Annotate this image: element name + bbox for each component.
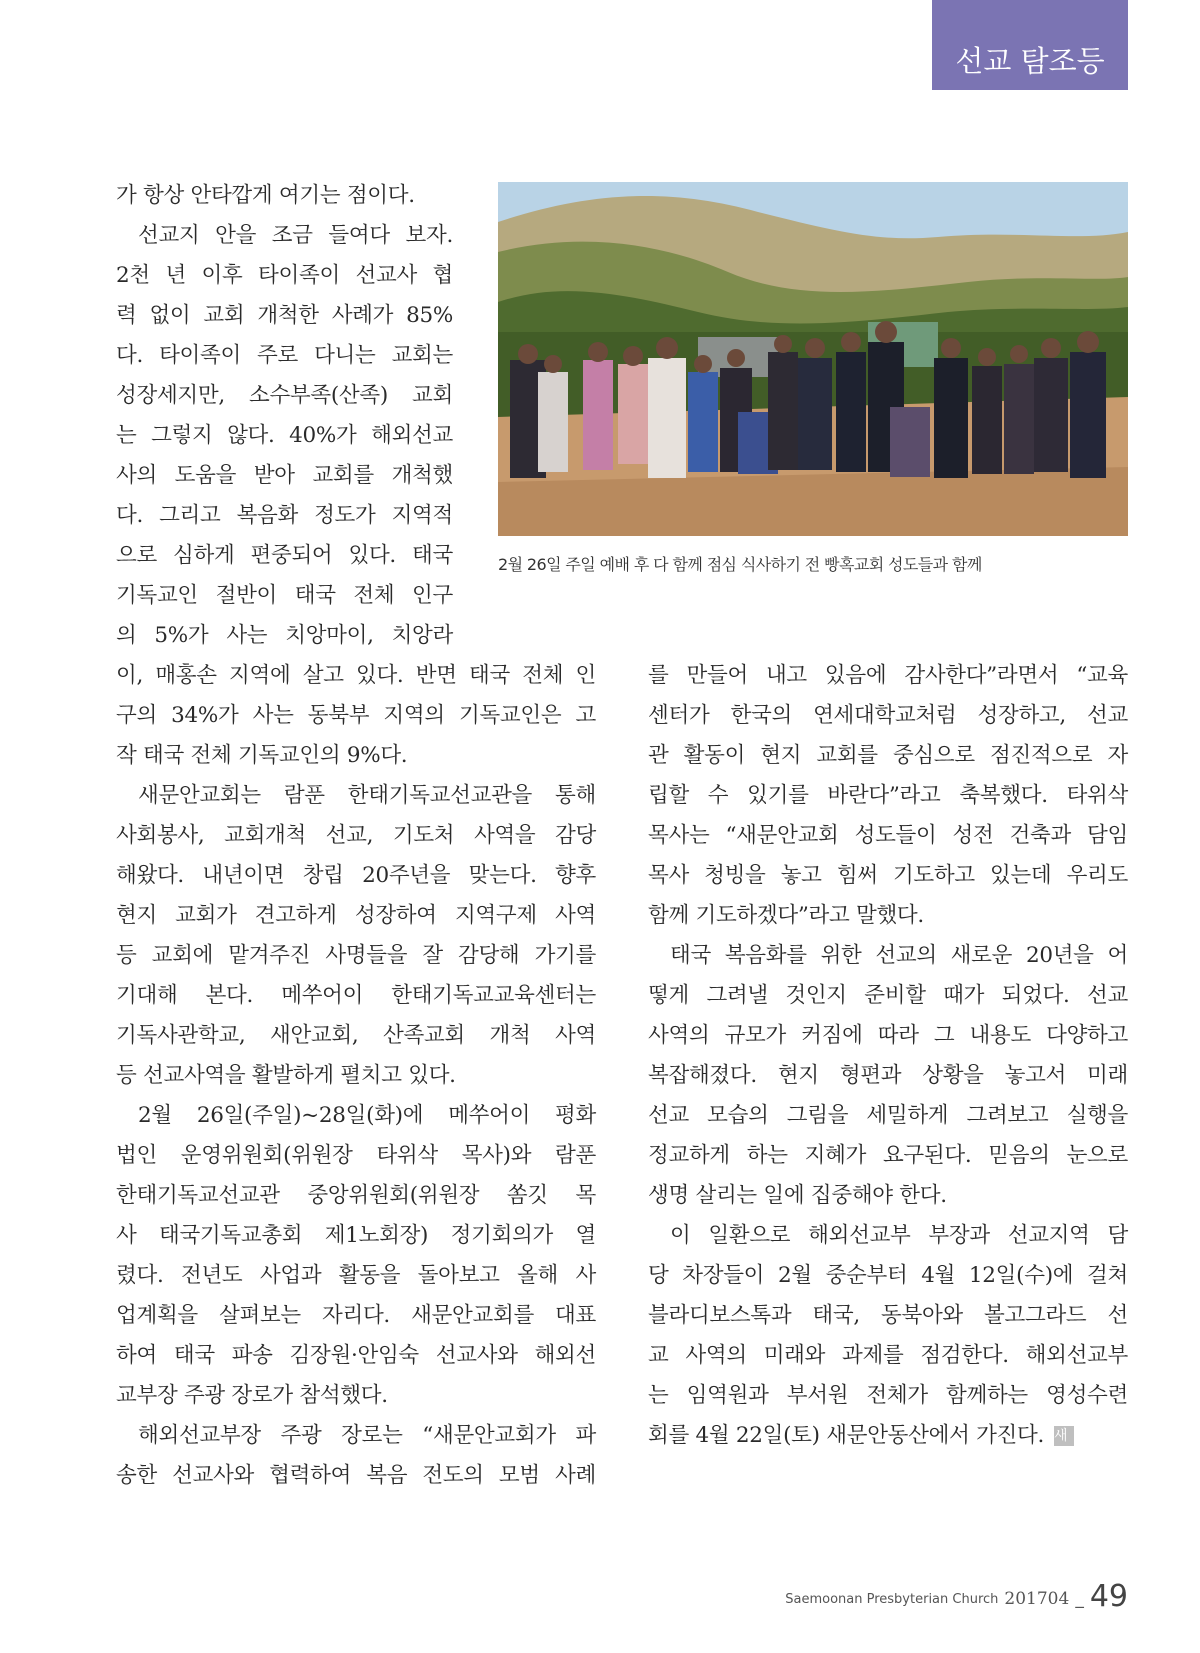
- text-line-content: 등 선교사역을 활발하게 펼치고 있다.: [116, 1063, 456, 1088]
- text-line: [116, 776, 596, 816]
- text-line: [116, 576, 453, 616]
- text-line-content: 렸다. 전년도 사업과 활동을 돌아보고 올해 사: [116, 1263, 596, 1288]
- text-line: [116, 176, 453, 216]
- text-line-content: 2천 년 이후 타이족이 선교사 협: [116, 263, 453, 288]
- text-line-content: 사 태국기독교총회 제1노회장) 정기회의가 열: [116, 1223, 596, 1248]
- text-line-content: 이 일환으로 해외선교부 부장과 선교지역 담: [670, 1223, 1128, 1248]
- text-line-content: 다. 그리고 복음화 정도가 지역적: [116, 503, 453, 528]
- text-line: [116, 1216, 596, 1256]
- text-line-content: 하여 태국 파송 김장원·안임숙 선교사와 해외선: [116, 1343, 596, 1368]
- text-line: [116, 256, 453, 296]
- text-line: [116, 856, 596, 896]
- text-line-content: 현지 교회가 견고하게 성장하여 지역구제 사역: [116, 903, 596, 928]
- text-line: [648, 976, 1128, 1016]
- text-line: [648, 1256, 1128, 1296]
- text-line: [648, 856, 1128, 896]
- text-line-content: 떻게 그려낼 것인지 준비할 때가 되었다. 선교: [648, 983, 1128, 1008]
- text-line: [116, 1136, 596, 1176]
- page-number: 49: [1089, 1579, 1128, 1614]
- page-footer: [785, 1579, 1128, 1614]
- text-line-content: 기대해 본다. 메쑤어이 한태기독교교육센터는: [116, 983, 596, 1008]
- text-line: [116, 1416, 596, 1456]
- text-line-content: 선교 모습의 그림을 세밀하게 그려보고 실행을: [648, 1103, 1128, 1128]
- text-line: [648, 1416, 1128, 1456]
- text-line: [116, 936, 596, 976]
- text-line: [648, 1096, 1128, 1136]
- text-line: [648, 816, 1128, 856]
- text-line-content: 송한 선교사와 협력하여 복음 전도의 모범 사례: [116, 1463, 596, 1488]
- text-line: [116, 536, 453, 576]
- footer-dash: _: [1075, 1589, 1084, 1609]
- text-line: [648, 1176, 1128, 1216]
- text-line-content: 2월 26일(주일)~28일(화)에 메쑤어이 평화: [138, 1103, 596, 1128]
- text-line: [648, 696, 1128, 736]
- text-line-content: 법인 운영위원회(위원장 타위삭 목사)와 람푼: [116, 1143, 596, 1168]
- text-line: [116, 1296, 596, 1336]
- text-line-content: 으로 심하게 편중되어 있다. 태국: [116, 543, 453, 568]
- text-line-content: 업계획을 살펴보는 자리다. 새문안교회를 대표: [116, 1303, 596, 1328]
- text-line-content: 정교하게 하는 지혜가 요구된다. 믿음의 눈으로: [648, 1143, 1128, 1168]
- photo-caption: 2월 26일 주일 예배 후 다 함께 점심 식사하기 전 빵혹교회 성도들과 함께: [498, 555, 982, 574]
- text-line-content: 력 없이 교회 개척한 사례가 85%: [116, 303, 453, 328]
- text-line: [116, 296, 453, 336]
- text-line: [116, 656, 596, 696]
- text-line-content: 다. 타이족이 주로 다니는 교회는: [116, 343, 453, 368]
- text-line-content: 함께 기도하겠다”라고 말했다.: [648, 903, 924, 928]
- text-line-content: 의 5%가 사는 치앙마이, 치앙라: [116, 623, 453, 648]
- group-photo: [498, 182, 1128, 536]
- text-line-content: 작 태국 전체 기독교인의 9%다.: [116, 743, 408, 768]
- footer-issue: 201704: [1004, 1589, 1070, 1609]
- text-line-content: 교 사역의 미래와 과제를 점검한다. 해외선교부: [648, 1343, 1128, 1368]
- text-line: [116, 1056, 596, 1096]
- text-line: [648, 1376, 1128, 1416]
- text-line: [648, 776, 1128, 816]
- text-line: [116, 336, 453, 376]
- text-line-content: 당 차장들이 2월 중순부터 4월 12일(수)에 걸쳐: [648, 1263, 1128, 1288]
- text-line: [116, 896, 596, 936]
- text-line-content: 생명 살리는 일에 집중해야 한다.: [648, 1183, 947, 1208]
- footer-church-name: Saemoonan Presbyterian Church: [785, 1592, 999, 1607]
- text-line: [648, 656, 1128, 696]
- section-tag: [932, 0, 1128, 90]
- text-line: [116, 456, 453, 496]
- text-line-content: 태국 복음화를 위한 선교의 새로운 20년을 어: [670, 943, 1128, 968]
- text-line: [116, 216, 453, 256]
- section-tag-label: 선교 탐조등: [955, 44, 1105, 78]
- text-line: [648, 896, 1128, 936]
- text-line-content: 성장세지만, 소수부족(산족) 교회: [116, 383, 453, 408]
- text-line: [116, 816, 596, 856]
- text-line-content: 는 그렇지 않다. 40%가 해외선교: [116, 423, 453, 448]
- text-line: [116, 1336, 596, 1376]
- text-line: [648, 1336, 1128, 1376]
- text-line: [648, 936, 1128, 976]
- text-line: [116, 1376, 596, 1416]
- text-line-content: 사회봉사, 교회개척 선교, 기도처 사역을 감당: [116, 823, 596, 848]
- text-line-content: 립할 수 있기를 바란다”라고 축복했다. 타위삭: [648, 783, 1128, 808]
- text-line-content: 기독교인 절반이 태국 전체 인구: [116, 583, 453, 608]
- text-line: [116, 1456, 596, 1496]
- text-line: [648, 1056, 1128, 1096]
- text-line: [648, 1136, 1128, 1176]
- text-line-content: 사의 도움을 받아 교회를 개척했: [116, 463, 453, 488]
- text-line-content: 교부장 주광 장로가 참석했다.: [116, 1383, 388, 1408]
- text-line: [648, 736, 1128, 776]
- text-line-content: 복잡해졌다. 현지 형편과 상황을 놓고서 미래: [648, 1063, 1128, 1088]
- text-line: [116, 976, 596, 1016]
- text-line-content: 한태기독교선교관 중앙위원회(위원장 쏨깃 목: [116, 1183, 596, 1208]
- text-line-content: 블라디보스톡과 태국, 동북아와 볼고그라드 선: [648, 1303, 1128, 1328]
- text-line-content: 관 활동이 현지 교회를 중심으로 점진적으로 자: [648, 743, 1128, 768]
- text-line-content: 이, 매홍손 지역에 살고 있다. 반면 태국 전체 인: [116, 663, 596, 688]
- text-line-content: 해외선교부장 주광 장로는 “새문안교회가 파: [138, 1423, 596, 1448]
- text-line-content: 센터가 한국의 연세대학교처럼 성장하고, 선교: [648, 703, 1128, 728]
- text-line-content: 등 교회에 맡겨주진 사명들을 잘 감당해 가기를: [116, 943, 596, 968]
- text-line-content: 회를 4월 22일(토) 새문안동산에서 가진다.: [648, 1423, 1045, 1448]
- text-line: [116, 376, 453, 416]
- text-line-content: 를 만들어 내고 있음에 감사한다”라면서 “교육: [648, 663, 1128, 688]
- text-line-content: 구의 34%가 사는 동북부 지역의 기독교인은 고: [116, 703, 596, 728]
- text-line: [116, 736, 596, 776]
- text-line: [648, 1016, 1128, 1056]
- text-line: [648, 1296, 1128, 1336]
- text-line: [116, 416, 453, 456]
- text-line-content: 선교지 안을 조금 들여다 보자.: [138, 223, 453, 248]
- text-line: [116, 616, 453, 656]
- text-line-content: 가 항상 안타깝게 여기는 점이다.: [116, 183, 415, 208]
- text-line-content: 새문안교회는 람푼 한태기독교선교관을 통해: [138, 783, 596, 808]
- text-line-content: 목사 청빙을 놓고 힘써 기도하고 있는데 우리도: [648, 863, 1128, 888]
- text-line-content: 해왔다. 내년이면 창립 20주년을 맞는다. 향후: [116, 863, 596, 888]
- text-line-content: 목사는 “새문안교회 성도들이 성전 건축과 담임: [648, 823, 1128, 848]
- text-line: [116, 1016, 596, 1056]
- text-line: [116, 1256, 596, 1296]
- text-line: [116, 1096, 596, 1136]
- text-line: [116, 1176, 596, 1216]
- text-line: [116, 496, 453, 536]
- text-line-content: 는 임역원과 부서원 전체가 함께하는 영성수련: [648, 1383, 1128, 1408]
- text-line: [648, 1216, 1128, 1256]
- end-mark-icon: 새: [1054, 1426, 1074, 1446]
- text-line-content: 기독사관학교, 새안교회, 산족교회 개척 사역: [116, 1023, 596, 1048]
- text-line-content: 사역의 규모가 커짐에 따라 그 내용도 다양하고: [648, 1023, 1128, 1048]
- text-line: [116, 696, 596, 736]
